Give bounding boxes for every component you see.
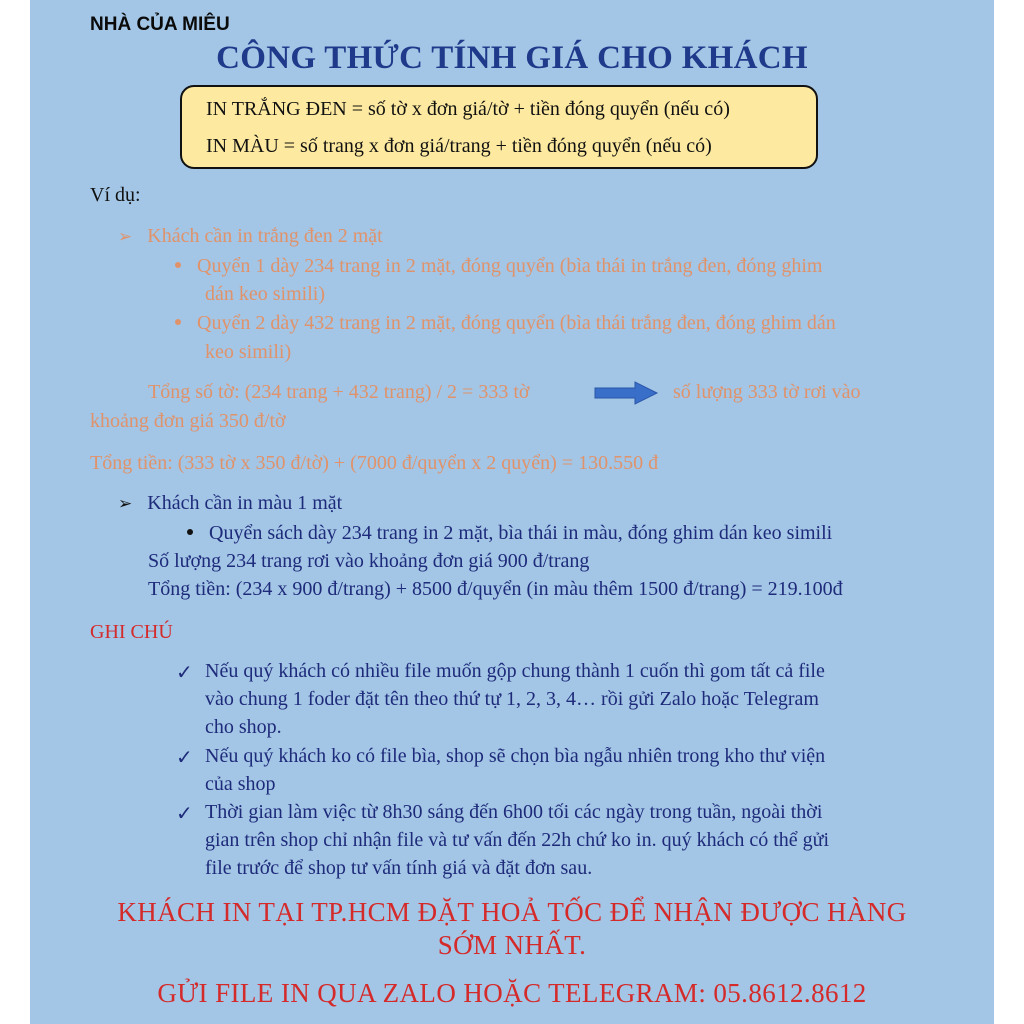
notes-title: GHI CHÚ [90, 621, 173, 643]
note-1-line-1: Nếu quý khách có nhiều file muốn gộp chung thành 1 cuốn thì gom tất cả file [205, 660, 825, 682]
color-line-2: Tổng tiền: (234 x 900 đ/trang) + 8500 đ/quyển (in màu thêm 1500 đ/trang) = 219.100đ [148, 578, 843, 600]
color-example-heading [118, 492, 342, 515]
footer-contact: GỬI FILE IN QUA ZALO HOẶC TELEGRAM: 05.8612.8612 [157, 978, 867, 1008]
color-item-text: Quyển sách dày 234 trang in 2 mặt, bìa thái in màu, đóng ghim dán keo simili [209, 522, 833, 544]
arrow-bullet-icon: ➢ [118, 227, 133, 246]
right-arrow-icon [593, 381, 659, 405]
bw-item-1-line-1: Quyển 1 dày 234 trang in 2 mặt, đóng quyển (bìa thái in trắng đen, đóng ghim [197, 255, 823, 277]
page-title: CÔNG THỨC TÍNH GIÁ CHO KHÁCH [216, 40, 808, 76]
footer-line-2: SỚM NHẤT. [437, 930, 587, 960]
bullet-dot-icon [187, 529, 193, 535]
bw-item-2-line-1: Quyển 2 dày 432 trang in 2 mặt, đóng quyển (bìa thái trắng đen, đóng ghim dán [197, 312, 836, 334]
bullet-dot-icon [175, 262, 181, 268]
note-3-line-1: Thời gian làm việc từ 8h30 sáng đến 6h00 tối các ngày trong tuần, ngoài thời [205, 801, 823, 823]
note-1-line-3: cho shop. [205, 716, 282, 738]
note-1-line-2: vào chung 1 foder đặt tên theo thứ tự 1, 2, 3, 4… rồi gửi Zalo hoặc Telegram [205, 688, 819, 710]
bw-total: Tổng tiền: (333 tờ x 350 đ/tờ) + (7000 đ/quyển x 2 quyển) = 130.550 đ [90, 452, 659, 474]
bw-sheets-result-1: số lượng 333 tờ rơi vào [673, 381, 861, 403]
note-2-line-2: của shop [205, 773, 276, 795]
color-item [187, 522, 832, 545]
color-heading-text: Khách cần in màu 1 mặt [147, 492, 343, 514]
bw-item-2-line-2: keo simili) [205, 341, 292, 363]
footer-line-1: KHÁCH IN TẠI TP.HCM ĐẶT HOẢ TỐC ĐỂ NHẬN ĐƯỢC HÀNG [117, 897, 907, 927]
bw-heading-text: Khách cần in trắng đen 2 mặt [147, 225, 383, 247]
bw-sheets-result-2: khoảng đơn giá 350 đ/tờ [90, 410, 286, 432]
note-3-line-3: file trước để shop tư vấn tính giá và đặt đơn sau. [205, 857, 593, 879]
note-2-line-1: Nếu quý khách ko có file bìa, shop sẽ chọn bìa ngẫu nhiên trong kho thư viện [205, 745, 826, 767]
check-icon: ✓ [176, 803, 193, 825]
bw-item-1 [175, 255, 822, 278]
shop-brand: NHÀ CỦA MIÊU [90, 14, 230, 35]
example-label: Ví dụ: [90, 184, 141, 206]
formula-bw: IN TRẮNG ĐEN = số tờ x đơn giá/tờ + tiền đóng quyển (nếu có) [206, 98, 730, 120]
note-3-line-2: gian trên shop chỉ nhận file và tư vấn đến 22h chứ ko in. quý khách có thể gửi [205, 829, 830, 851]
formula-box [180, 85, 818, 169]
check-icon: ✓ [176, 662, 193, 684]
price-poster [30, 0, 994, 1024]
check-icon: ✓ [176, 747, 193, 769]
bw-sheets-calc: Tổng số tờ: (234 trang + 432 trang) / 2 = 333 tờ [148, 381, 530, 403]
arrow-bullet-icon: ➢ [118, 494, 133, 513]
color-line-1: Số lượng 234 trang rơi vào khoảng đơn giá 900 đ/trang [148, 550, 590, 572]
bw-item-1-line-2: dán keo simili) [205, 283, 325, 305]
bw-item-2 [175, 312, 836, 335]
formula-color: IN MÀU = số trang x đơn giá/trang + tiền đóng quyển (nếu có) [206, 135, 712, 157]
bw-example-heading [118, 225, 383, 248]
bullet-dot-icon [175, 319, 181, 325]
